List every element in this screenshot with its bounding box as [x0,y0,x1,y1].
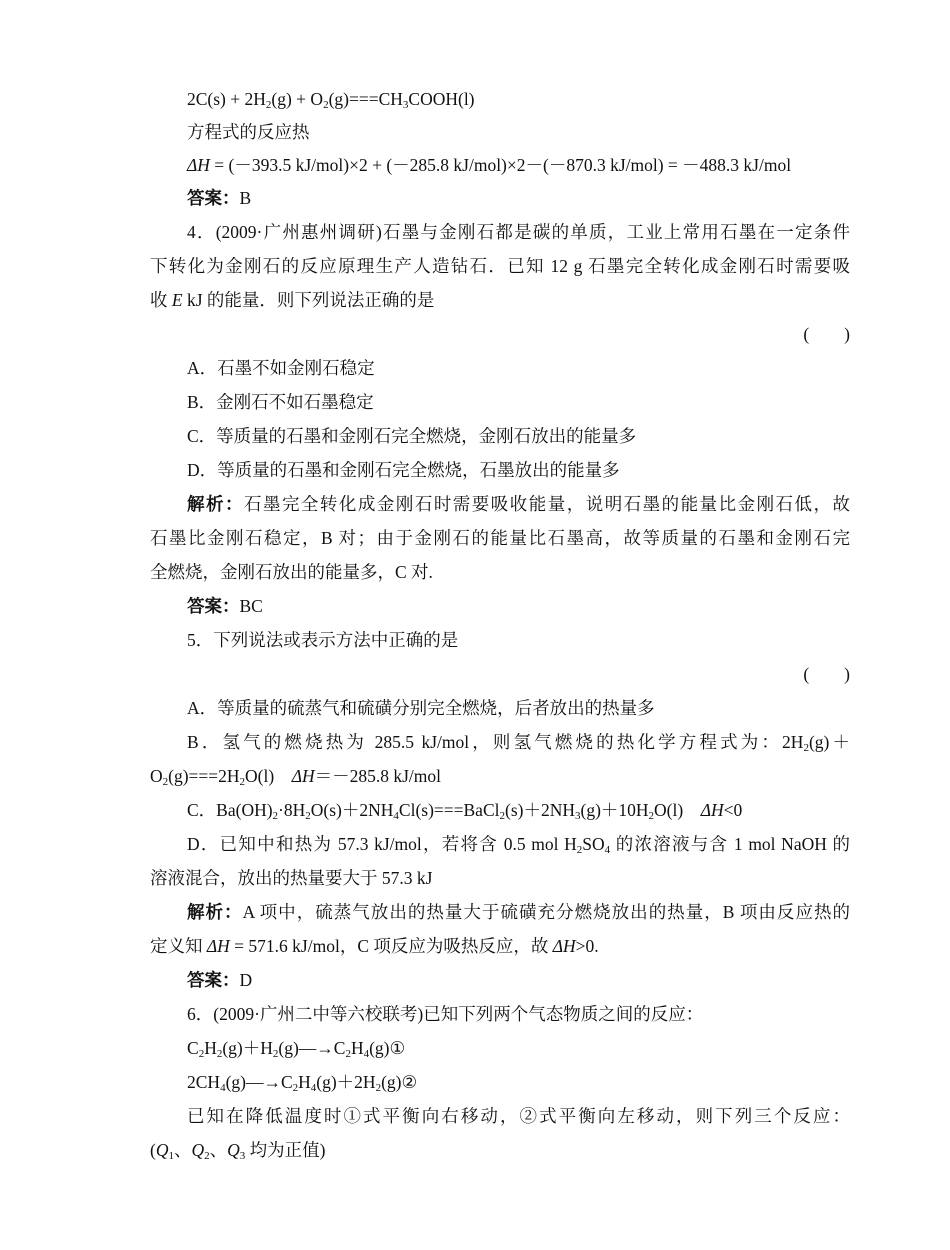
analysis-label: 解析： [187,902,243,922]
question-4-line-2: 下转化为金刚石的反应原理生产人造钻石．已知 12 g 石墨完全转化成金刚石时需要吸 [150,256,850,276]
analysis-line-3: 全燃烧，金刚石放出的能量多，C 对. [150,562,433,582]
option-c: C．$Ba(OH)_2\cdot 8H_2O(s)+2NH_4Cl(s)===BaCl_2(s)+2NH_3(g)+10H_2O(l)$ ΔH<0 [187,800,743,822]
analysis-line-2: 石墨比金刚石稳定，B 对；由于金刚石的能量比石墨高，故等质量的石墨和金刚石完 [150,528,850,548]
question-6-line-1: 6．(2009·广州二中等六校联考)已知下列两个气态物质之间的反应： [187,1004,704,1024]
answer-value: B [239,188,252,208]
answer-value: BC [239,596,263,616]
option-d-line-2: 溶液混合，放出的热量要大于 57.3 kJ [150,868,433,888]
reaction-1: $C_2H_2(g)+H_2(g)―\to C_2H_4(g)①$ [187,1038,406,1060]
delta-h-line: ΔH = (－393.5 kJ/mol)×2 + (－285.8 kJ/mol)×2－(－870.3 kJ/mol) = －488.3 kJ/mol [187,155,792,175]
question-4-line-3: 收 E kJ 的能量．则下列说法正确的是 [150,290,435,310]
answer-bracket: ( ) [803,324,850,344]
question-4-line-1: 4．(2009·广州惠州调研)石墨与金刚石都是碳的单质，工业上常用石墨在一定条件 [187,222,850,242]
equation-text: $2C(s) + 2H_2(g)$ + $O_2(g)===CH_3COOH(l)$ [187,89,475,111]
answer-bracket: ( ) [803,664,850,684]
option-d-line-1: D．已知中和热为 57.3 kJ/mol，若将含 0.5 mol $H_2SO_4$ 的浓溶液与含 1 mol NaOH 的 [187,834,850,856]
answer-value: D [239,970,253,990]
option-a: A．等质量的硫蒸气和硫磺分别完全燃烧，后者放出的热量多 [187,698,655,718]
analysis-line-1: 解析：石墨完全转化成金刚石时需要吸收能量，说明石墨的能量比金刚石低，故 [187,494,851,514]
question-5-line-1: 5．下列说法或表示方法中正确的是 [187,630,459,650]
option-b-line-1: B．氢气的燃烧热为 285.5 kJ/mol，则氢气燃烧的热化学方程式为：$2H_2(g)+$ [187,732,850,754]
answer-line [187,187,850,209]
answer-line [187,595,850,617]
question-6-line-3: ($Q_1$、$Q_2$、$Q_3$ 均为正值) [150,1140,326,1162]
answer-line [187,969,850,991]
analysis-line-2: 定义知 ΔH = 571.6 kJ/mol，C 项反应为吸热反应，故 ΔH>0. [150,936,599,956]
option-c: C．等质量的石墨和金刚石完全燃烧，金刚石放出的能量多 [187,426,637,446]
option-a: A．石墨不如金刚石稳定 [187,358,375,378]
equation-line [187,88,850,110]
analysis-line-1: 解析：A 项中，硫蒸气放出的热量大于硫磺充分燃烧放出的热量，B 项由反应热的 [187,902,850,922]
option-d: D．等质量的石墨和金刚石完全燃烧，石墨放出的能量多 [187,460,620,480]
option-b: B．金刚石不如石墨稳定 [187,392,374,412]
analysis-label: 解析： [187,494,244,514]
reaction-2: $2CH_4(g)―\to C_2H_4(g)+2H_2(g)②$ [187,1072,418,1094]
answer-label: 答案： [187,596,240,616]
answer-label: 答案： [187,970,240,990]
option-b-line-2: $O_2(g)===2H_2O(l)$ ΔH＝－285.8 kJ/mol [150,766,442,788]
question-6-line-2: 已知在降低温度时①式平衡向右移动，②式平衡向左移动，则下列三个反应： [187,1106,850,1126]
heat-label: 方程式的反应热 [187,122,310,142]
answer-label: 答案： [187,188,240,208]
